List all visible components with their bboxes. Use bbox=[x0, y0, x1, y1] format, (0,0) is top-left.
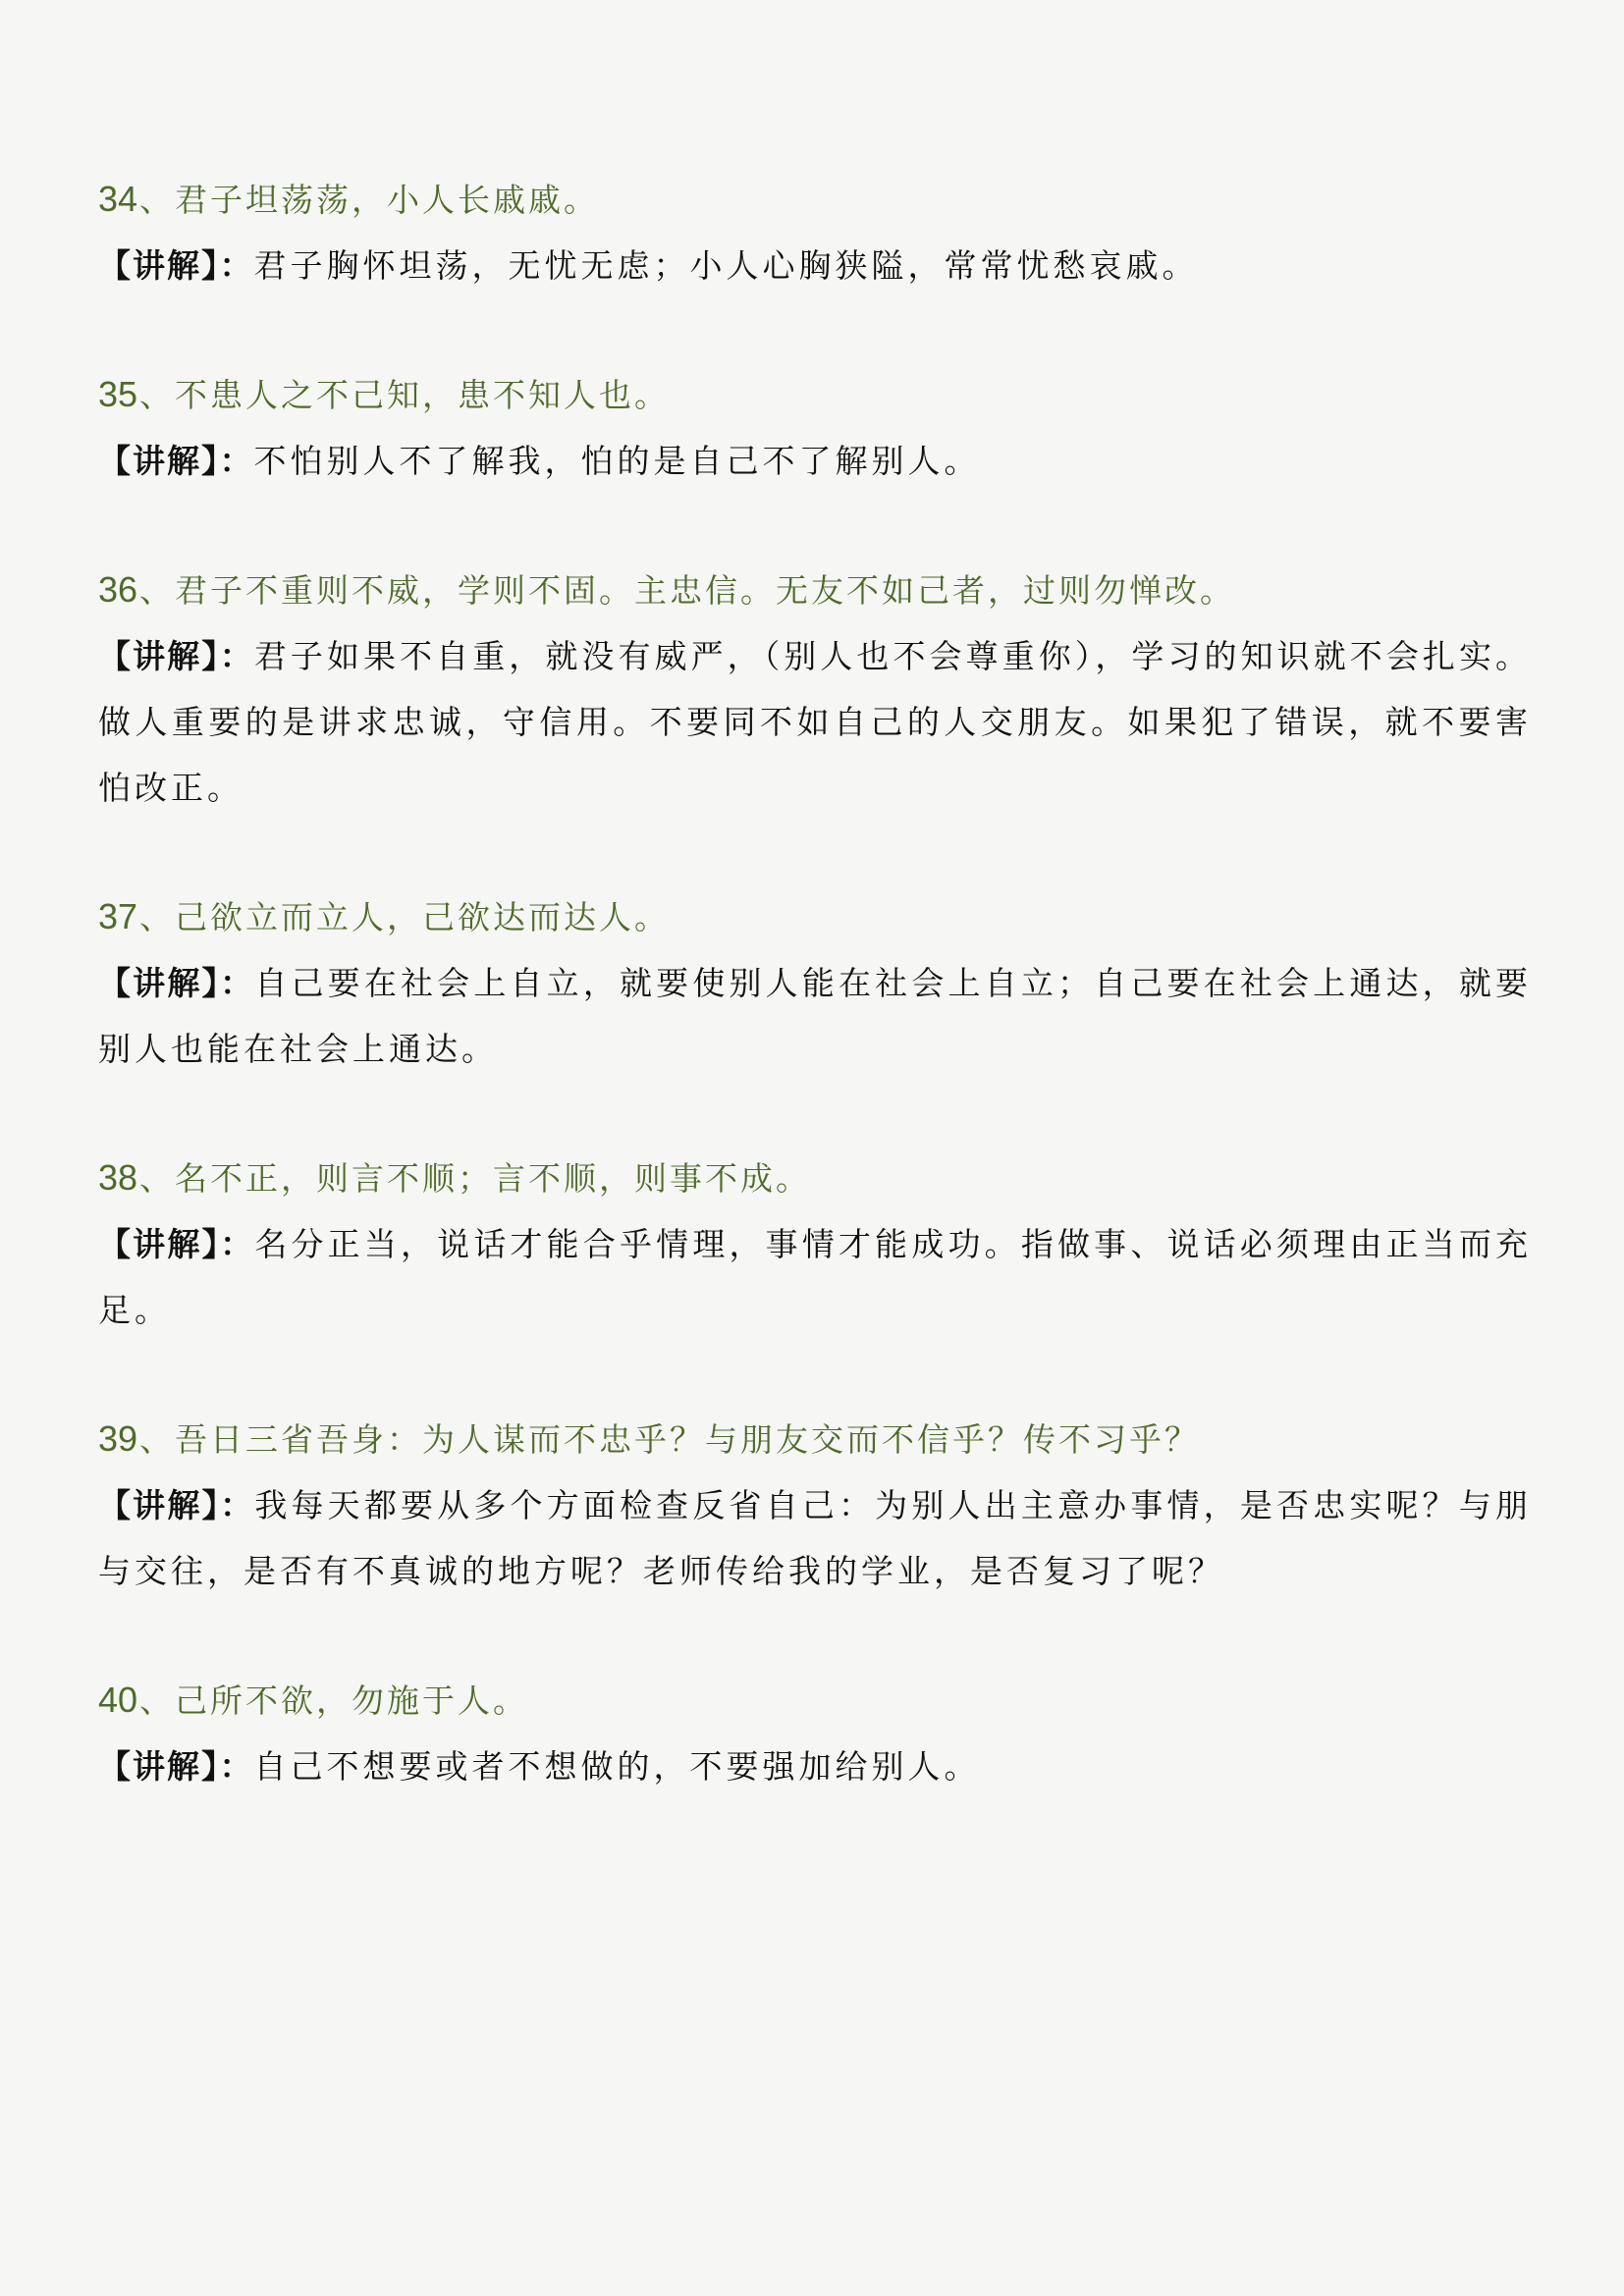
entry-34 bbox=[98, 167, 1532, 298]
entry-number: 40 bbox=[98, 1680, 138, 1720]
explanation-label: 【讲解】： bbox=[98, 442, 254, 480]
entry-separator: 、 bbox=[139, 898, 176, 936]
explanation-text: 君子如果不自重，就没有威严，（别人也不会尊重你），学习的知识就不会扎实。做人重要的是讲求忠诚，守信用。不要同不如自己的人交朋友。如果犯了错误，就不要害怕改正。 bbox=[98, 637, 1532, 807]
entry-number: 38 bbox=[98, 1157, 138, 1198]
explanation-label: 【讲解】： bbox=[98, 637, 254, 675]
explanation-paragraph bbox=[98, 950, 1532, 1082]
entry-36 bbox=[98, 558, 1532, 821]
entry-40 bbox=[98, 1668, 1532, 1799]
quote-text: 君子不重则不威，学则不固。主忠信。无友不如己者，过则勿惮改。 bbox=[175, 571, 1236, 610]
document-page bbox=[98, 167, 1532, 1863]
entry-separator: 、 bbox=[139, 1420, 176, 1459]
quote-line bbox=[98, 558, 1532, 623]
entry-number: 36 bbox=[98, 569, 138, 610]
explanation-label: 【讲解】： bbox=[98, 1225, 255, 1263]
quote-text: 不患人之不己知，患不知人也。 bbox=[175, 376, 671, 414]
quote-line bbox=[98, 1407, 1532, 1472]
explanation-label: 【讲解】： bbox=[98, 246, 254, 285]
entry-37 bbox=[98, 884, 1532, 1082]
entry-number: 37 bbox=[98, 896, 138, 936]
quote-line bbox=[98, 1146, 1532, 1211]
explanation-text: 名分正当，说话才能合乎情理，事情才能成功。指做事、说话必须理由正当而充足。 bbox=[98, 1225, 1533, 1329]
entry-number: 35 bbox=[98, 374, 138, 414]
entry-38 bbox=[98, 1146, 1532, 1343]
quote-line bbox=[98, 362, 1532, 428]
entry-separator: 、 bbox=[139, 571, 176, 610]
entry-35 bbox=[98, 362, 1532, 494]
quote-text: 己欲立而立人，己欲达而达人。 bbox=[175, 898, 671, 936]
explanation-paragraph bbox=[98, 1734, 1532, 1799]
entry-number: 39 bbox=[98, 1418, 138, 1459]
quote-line bbox=[98, 167, 1532, 233]
entry-number: 34 bbox=[98, 179, 138, 219]
explanation-paragraph bbox=[98, 428, 1532, 494]
explanation-paragraph bbox=[98, 233, 1532, 298]
quote-line bbox=[98, 1668, 1532, 1734]
explanation-label: 【讲解】： bbox=[98, 964, 255, 1002]
explanation-text: 不怕别人不了解我，怕的是自己不了解别人。 bbox=[253, 442, 981, 480]
explanation-text: 君子胸怀坦荡，无忧无虑；小人心胸狭隘，常常忧愁哀戚。 bbox=[253, 246, 1199, 285]
entry-separator: 、 bbox=[139, 1159, 176, 1198]
explanation-text: 我每天都要从多个方面检查反省自己：为别人出主意办事情，是否忠实呢？与朋与交往，是否有不真诚的地方呢？老师传给我的学业，是否复习了呢？ bbox=[98, 1486, 1533, 1590]
quote-text: 吾日三省吾身：为人谋而不忠乎？与朋友交而不信乎？传不习乎？ bbox=[175, 1420, 1201, 1459]
quote-text: 名不正，则言不顺；言不顺，则事不成。 bbox=[175, 1159, 812, 1198]
explanation-paragraph bbox=[98, 623, 1532, 821]
entry-separator: 、 bbox=[139, 1682, 176, 1720]
explanation-label: 【讲解】： bbox=[98, 1747, 254, 1786]
quote-line bbox=[98, 884, 1532, 950]
explanation-paragraph bbox=[98, 1211, 1532, 1343]
entry-39 bbox=[98, 1407, 1532, 1604]
entry-separator: 、 bbox=[139, 376, 176, 414]
quote-text: 己所不欲，勿施于人。 bbox=[175, 1682, 529, 1720]
quote-text: 君子坦荡荡，小人长戚戚。 bbox=[175, 181, 600, 219]
entry-separator: 、 bbox=[139, 181, 176, 219]
explanation-text: 自己要在社会上自立，就要使别人能在社会上自立；自己要在社会上通达，就要别人也能在社会上通达。 bbox=[98, 964, 1533, 1068]
explanation-paragraph bbox=[98, 1472, 1532, 1604]
explanation-text: 自己不想要或者不想做的，不要强加给别人。 bbox=[253, 1747, 981, 1786]
explanation-label: 【讲解】： bbox=[98, 1486, 255, 1524]
